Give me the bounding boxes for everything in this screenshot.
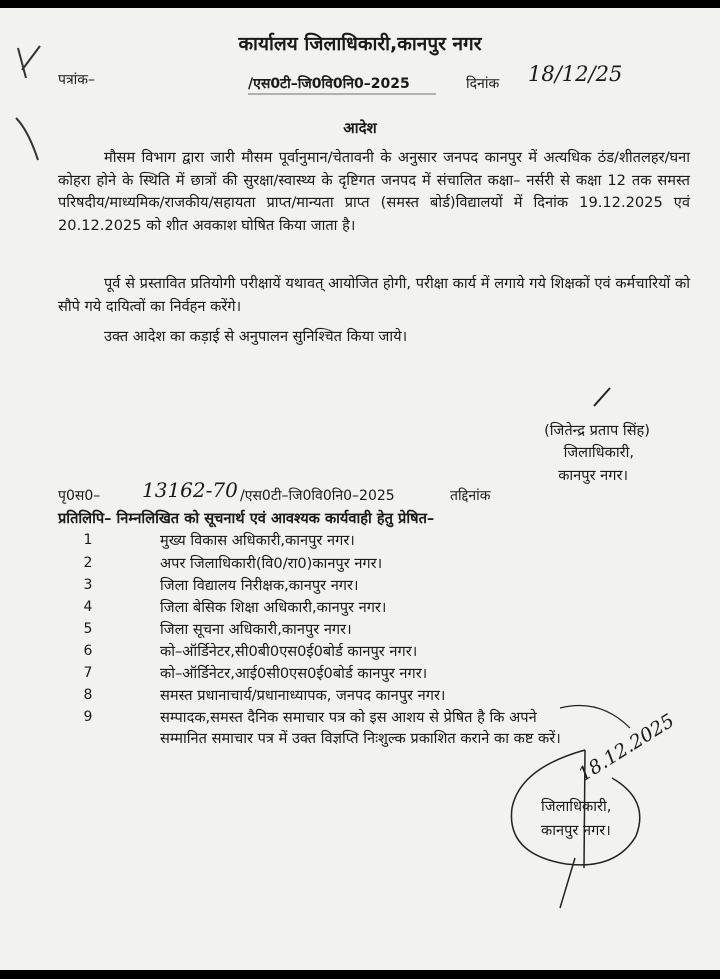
bottom-signatory-place: कानपुर नगर। [541,822,611,839]
list-item-number: 1 [83,532,93,548]
list-item-number: 7 [83,665,93,681]
signature-flourish [560,706,630,729]
handwritten-date: 18/12/25 [528,62,623,86]
signature-stroke [594,388,610,406]
list-item: मुख्य विकास अधिकारी,कानपुर नगर। [160,532,355,549]
signature-handwritten-date: 18.12.2025 [574,709,679,786]
date-label: दिनांक [466,76,500,92]
list-item-number: 6 [83,643,93,659]
list-item-number: 8 [83,687,93,703]
list-item: जिला बेसिक शिक्षा अधिकारी,कानपुर नगर। [160,599,387,616]
signatory-place: कानपुर नगर। [558,467,628,484]
list-item: को–ऑर्डिनेटर,आई0सी0एस0ई0बोर्ड कानपुर नगर। [160,665,428,682]
list-item: जिला सूचना अधिकारी,कानपुर नगर। [160,621,352,638]
body-paragraph-2: पूर्व से प्रस्तावित प्रतियोगी परीक्षायें यथावत् आयोजित होगी, परीक्षा कार्य में लगाये गये शिक्षकों एवं कर्मचारियों को सौपे गये दायित्वों का निर्वहन करेंगे। [58,275,690,315]
list-item-continuation: सम्मानित समाचार पत्र में उक्त विज्ञप्ति निःशुल्क प्रकाशित कराने का कष्ट करें। [160,730,561,747]
list-item: समस्त प्रधानाचार्य/प्रधानाध्यापक, जनपद कानपुर नगर। [160,687,446,704]
list-item-number: 9 [83,709,93,725]
list-item: सम्पादक,समस्त दैनिक समाचार पत्र को इस आशय से प्रेषित है कि अपने [160,709,537,726]
list-item: को–ऑर्डिनेटर,सी0बी0एस0ई0बोर्ड कानपुर नगर। [160,643,418,660]
bottom-signatory-designation: जिलाधिकारी, [541,798,612,815]
list-item-number: 3 [83,577,93,593]
body-paragraph-1: मौसम विभाग द्वारा जारी मौसम पूर्वानुमान/चेतावनी के अनुसार जनपद कानपुर में अत्यधिक ठंड/शीतलहर/घना कोहरा होने के स्थिति में छात्रों की सुरक्षा/स्वास्थ्य के दृष्टिगत जनपद में संचालित कक्षा– नर्सरी से कक्षा 12 तक समस्त परिषदीय/माध्यमिक/राजकीय/सहायता प्राप्त/मान्यता प्राप्त (समस्त बोर्ड)विद्यालयों में दिनांक 19.12.2025 एवं 20.12.2025 को शीत अवकाश घोषित किया जाता है। [58,149,690,234]
list-item: अपर जिलाधिकारी(वि0/रा0)कानपुर नगर। [160,555,383,572]
ref-label: पत्रांक– [58,72,96,88]
endorsement-date: तद्दिनांक [450,488,491,504]
endorsement-number: /एस0टी–जि0वि0नि0–2025 [240,488,395,504]
document-page [0,8,720,970]
endorsement-handwritten-number: 13162-70 [142,478,238,502]
list-item-number: 4 [83,599,93,615]
margin-pen-mark [16,46,40,160]
endorsement-label: पृ0स0– [58,488,101,504]
order-heading: आदेश [343,119,377,137]
signatory-name: (जितेन्द्र प्रताप सिंह) [544,422,650,439]
list-item: जिला विद्यालय निरीक्षक,कानपुर नगर। [160,577,359,594]
body-paragraph-3: उक्त आदेश का कड़ाई से अनुपालन सुनिश्चित किया जाये। [104,328,408,345]
office-title: कार्यालय जिलाधिकारी,कानपुर नगर [238,33,482,55]
list-item-number: 2 [83,555,93,571]
list-item-number: 5 [83,621,93,637]
copy-to-line: प्रतिलिपि– निम्नलिखित को सूचनार्थ एवं आवश्यक कार्यवाही हेतु प्रेषित– [58,510,435,527]
ref-number: /एस0टी–जि0वि0नि0–2025 [248,76,410,92]
signatory-designation: जिलाधिकारी, [563,444,634,461]
